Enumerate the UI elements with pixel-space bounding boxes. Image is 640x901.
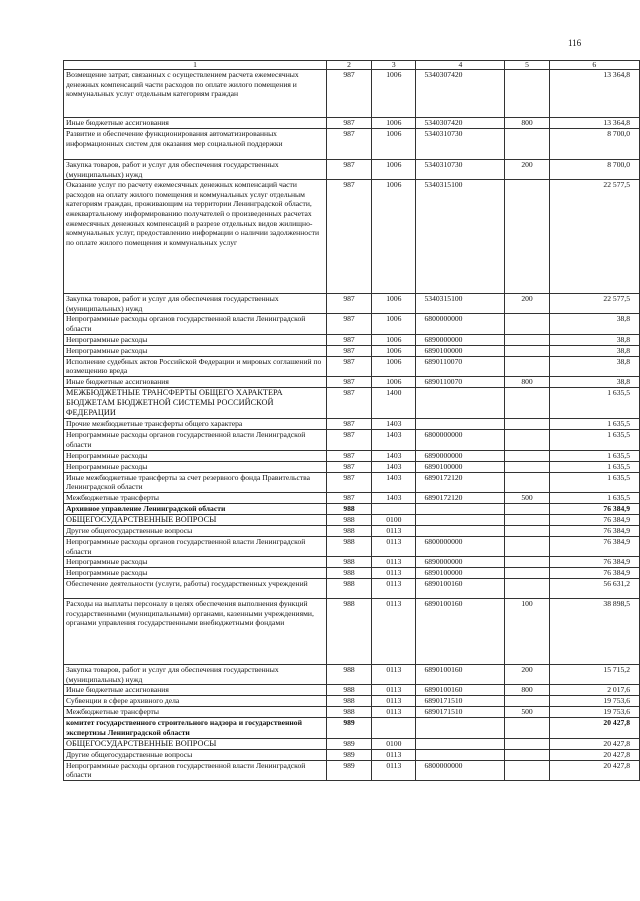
table-row (64, 472, 640, 492)
row-target-code: 6890100160 (416, 599, 505, 665)
row-expense-type (505, 461, 549, 472)
row-target-code: 6800000000 (416, 430, 505, 450)
column-header: 3 (372, 61, 416, 70)
row-expense-type (505, 450, 549, 461)
table-row (64, 568, 640, 579)
row-section-code: 1403 (372, 492, 416, 503)
row-name: Закупка товаров, работ и услуг для обеспечения государственных (муниципальных) нужд (64, 160, 327, 180)
row-amount: 19 753,6 (549, 707, 639, 718)
table-row (64, 599, 640, 665)
row-section-code: 1006 (372, 314, 416, 334)
row-amount: 76 384,9 (549, 568, 639, 579)
row-amount: 20 427,8 (549, 760, 639, 780)
row-target-code: 6890171510 (416, 707, 505, 718)
table-header-row (64, 61, 640, 70)
row-section-code: 1403 (372, 461, 416, 472)
row-target-code (416, 525, 505, 536)
row-expense-type (505, 387, 549, 419)
row-section-code: 1006 (372, 129, 416, 160)
row-target-code (416, 718, 505, 738)
row-expense-type (505, 760, 549, 780)
row-target-code: 6800000000 (416, 314, 505, 334)
row-amount: 15 715,2 (549, 665, 639, 685)
row-expense-type (505, 557, 549, 568)
row-expense-type (505, 345, 549, 356)
column-header: 2 (326, 61, 371, 70)
table-row (64, 430, 640, 450)
row-ved-code: 988 (326, 568, 371, 579)
row-section-code: 1403 (372, 419, 416, 430)
column-header: 4 (416, 61, 505, 70)
row-section-code: 0113 (372, 749, 416, 760)
row-expense-type: 500 (505, 492, 549, 503)
row-expense-type (505, 129, 549, 160)
row-ved-code: 987 (326, 419, 371, 430)
row-target-code: 5340315100 (416, 180, 505, 294)
row-ved-code: 989 (326, 749, 371, 760)
row-expense-type (505, 525, 549, 536)
row-target-code (416, 738, 505, 749)
row-ved-code: 987 (326, 430, 371, 450)
row-amount: 38,8 (549, 356, 639, 376)
row-name: Возмещение затрат, связанных с осуществлением расчета ежемесячных денежных компенсаций части расходов по оплате жилого помещения и коммунальных услуг отдельным категориям граждан (64, 70, 327, 118)
row-name: Развитие и обеспечение функционирования автоматизированных информационных систем для оказания мер социальной поддержки (64, 129, 327, 160)
row-section-code: 1006 (372, 345, 416, 356)
row-target-code (416, 419, 505, 430)
row-ved-code: 988 (326, 514, 371, 525)
row-ved-code: 989 (326, 738, 371, 749)
row-target-code (416, 503, 505, 514)
row-name: Субвенции в сфере архивного дела (64, 696, 327, 707)
row-target-code (416, 514, 505, 525)
table-row (64, 492, 640, 503)
row-section-code: 0113 (372, 599, 416, 665)
row-target-code: 5340315100 (416, 294, 505, 314)
row-expense-type (505, 356, 549, 376)
row-section-code: 0113 (372, 707, 416, 718)
row-ved-code: 988 (326, 696, 371, 707)
row-name: Оказание услуг по расчету ежемесячных денежных компенсаций части расходов на оплату жилого помещения и коммунальных услуг отдельным категориям граждан, проживающим на территории Ленинградской области, ежеквартальному информированию получателей о произведенных расчетах ежемесячных денежных компенсаций в разрезе отдельных видов жилищно-коммунальных услуг, предоставлению информации о наличии задолженности по оплате жилого помещения и коммунальных услуг (64, 180, 327, 294)
row-amount: 56 631,2 (549, 579, 639, 599)
row-ved-code: 988 (326, 579, 371, 599)
row-ved-code: 988 (326, 685, 371, 696)
table-row (64, 345, 640, 356)
table-row (64, 334, 640, 345)
row-ved-code: 987 (326, 387, 371, 419)
row-ved-code: 987 (326, 356, 371, 376)
row-target-code: 6890100000 (416, 568, 505, 579)
table-row (64, 356, 640, 376)
row-amount: 76 384,9 (549, 514, 639, 525)
table-row (64, 696, 640, 707)
row-ved-code: 988 (326, 557, 371, 568)
row-section-code: 0100 (372, 514, 416, 525)
table-row (64, 503, 640, 514)
table-row (64, 718, 640, 738)
row-ved-code: 987 (326, 118, 371, 129)
table-row (64, 707, 640, 718)
row-amount: 38,8 (549, 334, 639, 345)
row-section-code: 1403 (372, 430, 416, 450)
row-name: Непрограммные расходы органов государственной власти Ленинградской области (64, 430, 327, 450)
page-number: 116 (568, 38, 582, 48)
row-ved-code: 988 (326, 525, 371, 536)
row-name: Закупка товаров, работ и услуг для обеспечения государственных (муниципальных) нужд (64, 294, 327, 314)
row-amount: 19 753,6 (549, 696, 639, 707)
row-section-code (372, 503, 416, 514)
row-name: Расходы на выплаты персоналу в целях обеспечения выполнения функций государственными (муниципальными) органами, казенными учреждениями, органами управления государственными внебюджетными фондами (64, 599, 327, 665)
row-amount: 38 898,5 (549, 599, 639, 665)
row-section-code: 1403 (372, 472, 416, 492)
row-name: Непрограммные расходы органов государственной власти Ленинградской области (64, 760, 327, 780)
row-name: Иные бюджетные ассигнования (64, 685, 327, 696)
row-target-code: 6890100160 (416, 579, 505, 599)
row-ved-code: 987 (326, 160, 371, 180)
table-row (64, 525, 640, 536)
row-expense-type (505, 70, 549, 118)
row-expense-type (505, 314, 549, 334)
table-row (64, 760, 640, 780)
row-expense-type (505, 718, 549, 738)
row-section-code: 0113 (372, 579, 416, 599)
row-section-code: 1006 (372, 180, 416, 294)
table-row (64, 376, 640, 387)
row-expense-type (505, 536, 549, 556)
table-row (64, 294, 640, 314)
row-amount: 1 635,5 (549, 450, 639, 461)
row-ved-code: 987 (326, 376, 371, 387)
table-row (64, 461, 640, 472)
row-ved-code: 987 (326, 294, 371, 314)
table-row (64, 738, 640, 749)
row-section-code: 1006 (372, 334, 416, 345)
row-target-code: 6800000000 (416, 536, 505, 556)
row-expense-type (505, 579, 549, 599)
row-name: Прочие межбюджетные трансферты общего характера (64, 419, 327, 430)
table-row (64, 387, 640, 419)
row-amount: 1 635,5 (549, 430, 639, 450)
row-amount: 22 577,5 (549, 180, 639, 294)
row-amount: 1 635,5 (549, 387, 639, 419)
row-amount: 76 384,9 (549, 536, 639, 556)
row-ved-code: 988 (326, 599, 371, 665)
row-target-code: 6890100000 (416, 461, 505, 472)
row-amount: 38,8 (549, 314, 639, 334)
row-section-code: 0100 (372, 738, 416, 749)
row-ved-code: 987 (326, 129, 371, 160)
table-row (64, 118, 640, 129)
row-expense-type (505, 472, 549, 492)
row-target-code (416, 749, 505, 760)
row-section-code: 1403 (372, 450, 416, 461)
row-target-code: 6890171510 (416, 696, 505, 707)
row-amount: 8 700,0 (549, 160, 639, 180)
row-amount: 38,8 (549, 345, 639, 356)
row-amount: 20 427,8 (549, 738, 639, 749)
row-target-code (416, 387, 505, 419)
table-row (64, 70, 640, 118)
row-expense-type (505, 180, 549, 294)
row-amount: 76 384,9 (549, 557, 639, 568)
row-section-code: 1006 (372, 160, 416, 180)
row-name: Непрограммные расходы (64, 450, 327, 461)
row-section-code: 1006 (372, 294, 416, 314)
table-row (64, 419, 640, 430)
row-expense-type (505, 738, 549, 749)
row-amount: 1 635,5 (549, 492, 639, 503)
row-name: Непрограммные расходы органов государственной власти Ленинградской области (64, 536, 327, 556)
row-name: Обеспечение деятельности (услуги, работы) государственных учреждений (64, 579, 327, 599)
row-target-code: 6890110070 (416, 376, 505, 387)
row-section-code: 0113 (372, 760, 416, 780)
row-amount: 76 384,9 (549, 525, 639, 536)
row-expense-type: 200 (505, 160, 549, 180)
table-row (64, 180, 640, 294)
table-row (64, 749, 640, 760)
row-expense-type: 800 (505, 685, 549, 696)
column-header: 1 (64, 61, 327, 70)
column-header: 5 (505, 61, 549, 70)
row-ved-code: 989 (326, 760, 371, 780)
row-amount: 22 577,5 (549, 294, 639, 314)
row-expense-type: 100 (505, 599, 549, 665)
row-expense-type: 200 (505, 294, 549, 314)
row-name: Непрограммные расходы (64, 461, 327, 472)
row-expense-type: 500 (505, 707, 549, 718)
row-name: Другие общегосударственные вопросы (64, 525, 327, 536)
row-expense-type (505, 514, 549, 525)
row-target-code: 6890172120 (416, 492, 505, 503)
row-name: Иные бюджетные ассигнования (64, 118, 327, 129)
row-ved-code: 987 (326, 450, 371, 461)
table-row (64, 579, 640, 599)
row-expense-type (505, 334, 549, 345)
row-expense-type (505, 430, 549, 450)
row-ved-code: 987 (326, 461, 371, 472)
table-row (64, 536, 640, 556)
row-target-code: 6890100160 (416, 665, 505, 685)
row-name: МЕЖБЮДЖЕТНЫЕ ТРАНСФЕРТЫ ОБЩЕГО ХАРАКТЕРА БЮДЖЕТАМ БЮДЖЕТНОЙ СИСТЕМЫ РОССИЙСКОЙ ФЕДЕРАЦИИ (64, 387, 327, 419)
table-row (64, 557, 640, 568)
row-name: Непрограммные расходы (64, 568, 327, 579)
row-section-code: 1006 (372, 376, 416, 387)
row-section-code (372, 718, 416, 738)
row-ved-code: 988 (326, 536, 371, 556)
table-row (64, 314, 640, 334)
row-ved-code: 988 (326, 707, 371, 718)
row-name: Непрограммные расходы органов государственной власти Ленинградской области (64, 314, 327, 334)
row-target-code: 5340310730 (416, 129, 505, 160)
row-ved-code: 988 (326, 503, 371, 514)
row-amount: 2 017,6 (549, 685, 639, 696)
row-name: Архивное управление Ленинградской области (64, 503, 327, 514)
row-section-code: 0113 (372, 685, 416, 696)
table-row (64, 514, 640, 525)
row-expense-type (505, 749, 549, 760)
row-target-code: 5340307420 (416, 118, 505, 129)
row-amount: 1 635,5 (549, 419, 639, 430)
row-name: Исполнение судебных актов Российской Федерации и мировых соглашений по возмещению вреда (64, 356, 327, 376)
row-target-code: 6890172120 (416, 472, 505, 492)
row-section-code: 1006 (372, 118, 416, 129)
row-target-code: 6890000000 (416, 334, 505, 345)
row-section-code: 0113 (372, 665, 416, 685)
row-section-code: 0113 (372, 536, 416, 556)
row-name: Закупка товаров, работ и услуг для обеспечения государственных (муниципальных) нужд (64, 665, 327, 685)
row-name: ОБЩЕГОСУДАРСТВЕННЫЕ ВОПРОСЫ (64, 738, 327, 749)
row-ved-code: 987 (326, 180, 371, 294)
row-name: ОБЩЕГОСУДАРСТВЕННЫЕ ВОПРОСЫ (64, 514, 327, 525)
row-ved-code: 987 (326, 334, 371, 345)
row-ved-code: 987 (326, 345, 371, 356)
row-expense-type: 200 (505, 665, 549, 685)
row-name: Непрограммные расходы (64, 345, 327, 356)
row-amount: 76 384,9 (549, 503, 639, 514)
row-section-code: 0113 (372, 525, 416, 536)
table-row (64, 160, 640, 180)
row-expense-type (505, 503, 549, 514)
row-amount: 20 427,8 (549, 749, 639, 760)
row-target-code: 6890100160 (416, 685, 505, 696)
row-amount: 13 364,8 (549, 70, 639, 118)
row-ved-code: 987 (326, 472, 371, 492)
table-row (64, 129, 640, 160)
row-expense-type (505, 696, 549, 707)
row-ved-code: 987 (326, 492, 371, 503)
row-amount: 20 427,8 (549, 718, 639, 738)
row-name: комитет государственного строительного надзора и государственной экспертизы Ленинградской области (64, 718, 327, 738)
row-expense-type (505, 419, 549, 430)
row-name: Иные бюджетные ассигнования (64, 376, 327, 387)
row-name: Межбюджетные трансферты (64, 492, 327, 503)
row-target-code: 6890100000 (416, 345, 505, 356)
row-ved-code: 987 (326, 70, 371, 118)
row-section-code: 1006 (372, 70, 416, 118)
table-row (64, 685, 640, 696)
row-expense-type: 800 (505, 376, 549, 387)
column-header: 6 (549, 61, 639, 70)
row-name: Непрограммные расходы (64, 557, 327, 568)
row-target-code: 6890110070 (416, 356, 505, 376)
row-amount: 8 700,0 (549, 129, 639, 160)
row-section-code: 1400 (372, 387, 416, 419)
row-ved-code: 988 (326, 665, 371, 685)
row-amount: 38,8 (549, 376, 639, 387)
row-target-code: 6890000000 (416, 557, 505, 568)
row-name: Другие общегосударственные вопросы (64, 749, 327, 760)
row-amount: 1 635,5 (549, 472, 639, 492)
row-expense-type: 800 (505, 118, 549, 129)
row-target-code: 5340307420 (416, 70, 505, 118)
table-row (64, 665, 640, 685)
row-section-code: 1006 (372, 356, 416, 376)
row-ved-code: 987 (326, 314, 371, 334)
row-name: Межбюджетные трансферты (64, 707, 327, 718)
row-amount: 1 635,5 (549, 461, 639, 472)
row-section-code: 0113 (372, 568, 416, 579)
row-target-code: 6800000000 (416, 760, 505, 780)
row-section-code: 0113 (372, 557, 416, 568)
row-name: Непрограммные расходы (64, 334, 327, 345)
row-amount: 13 364,8 (549, 118, 639, 129)
row-name: Иные межбюджетные трансферты за счет резервного фонда Правительства Ленинградской области (64, 472, 327, 492)
budget-table (63, 60, 640, 781)
row-section-code: 0113 (372, 696, 416, 707)
row-ved-code: 989 (326, 718, 371, 738)
row-expense-type (505, 568, 549, 579)
row-target-code: 5340310730 (416, 160, 505, 180)
row-target-code: 6890000000 (416, 450, 505, 461)
table-row (64, 450, 640, 461)
